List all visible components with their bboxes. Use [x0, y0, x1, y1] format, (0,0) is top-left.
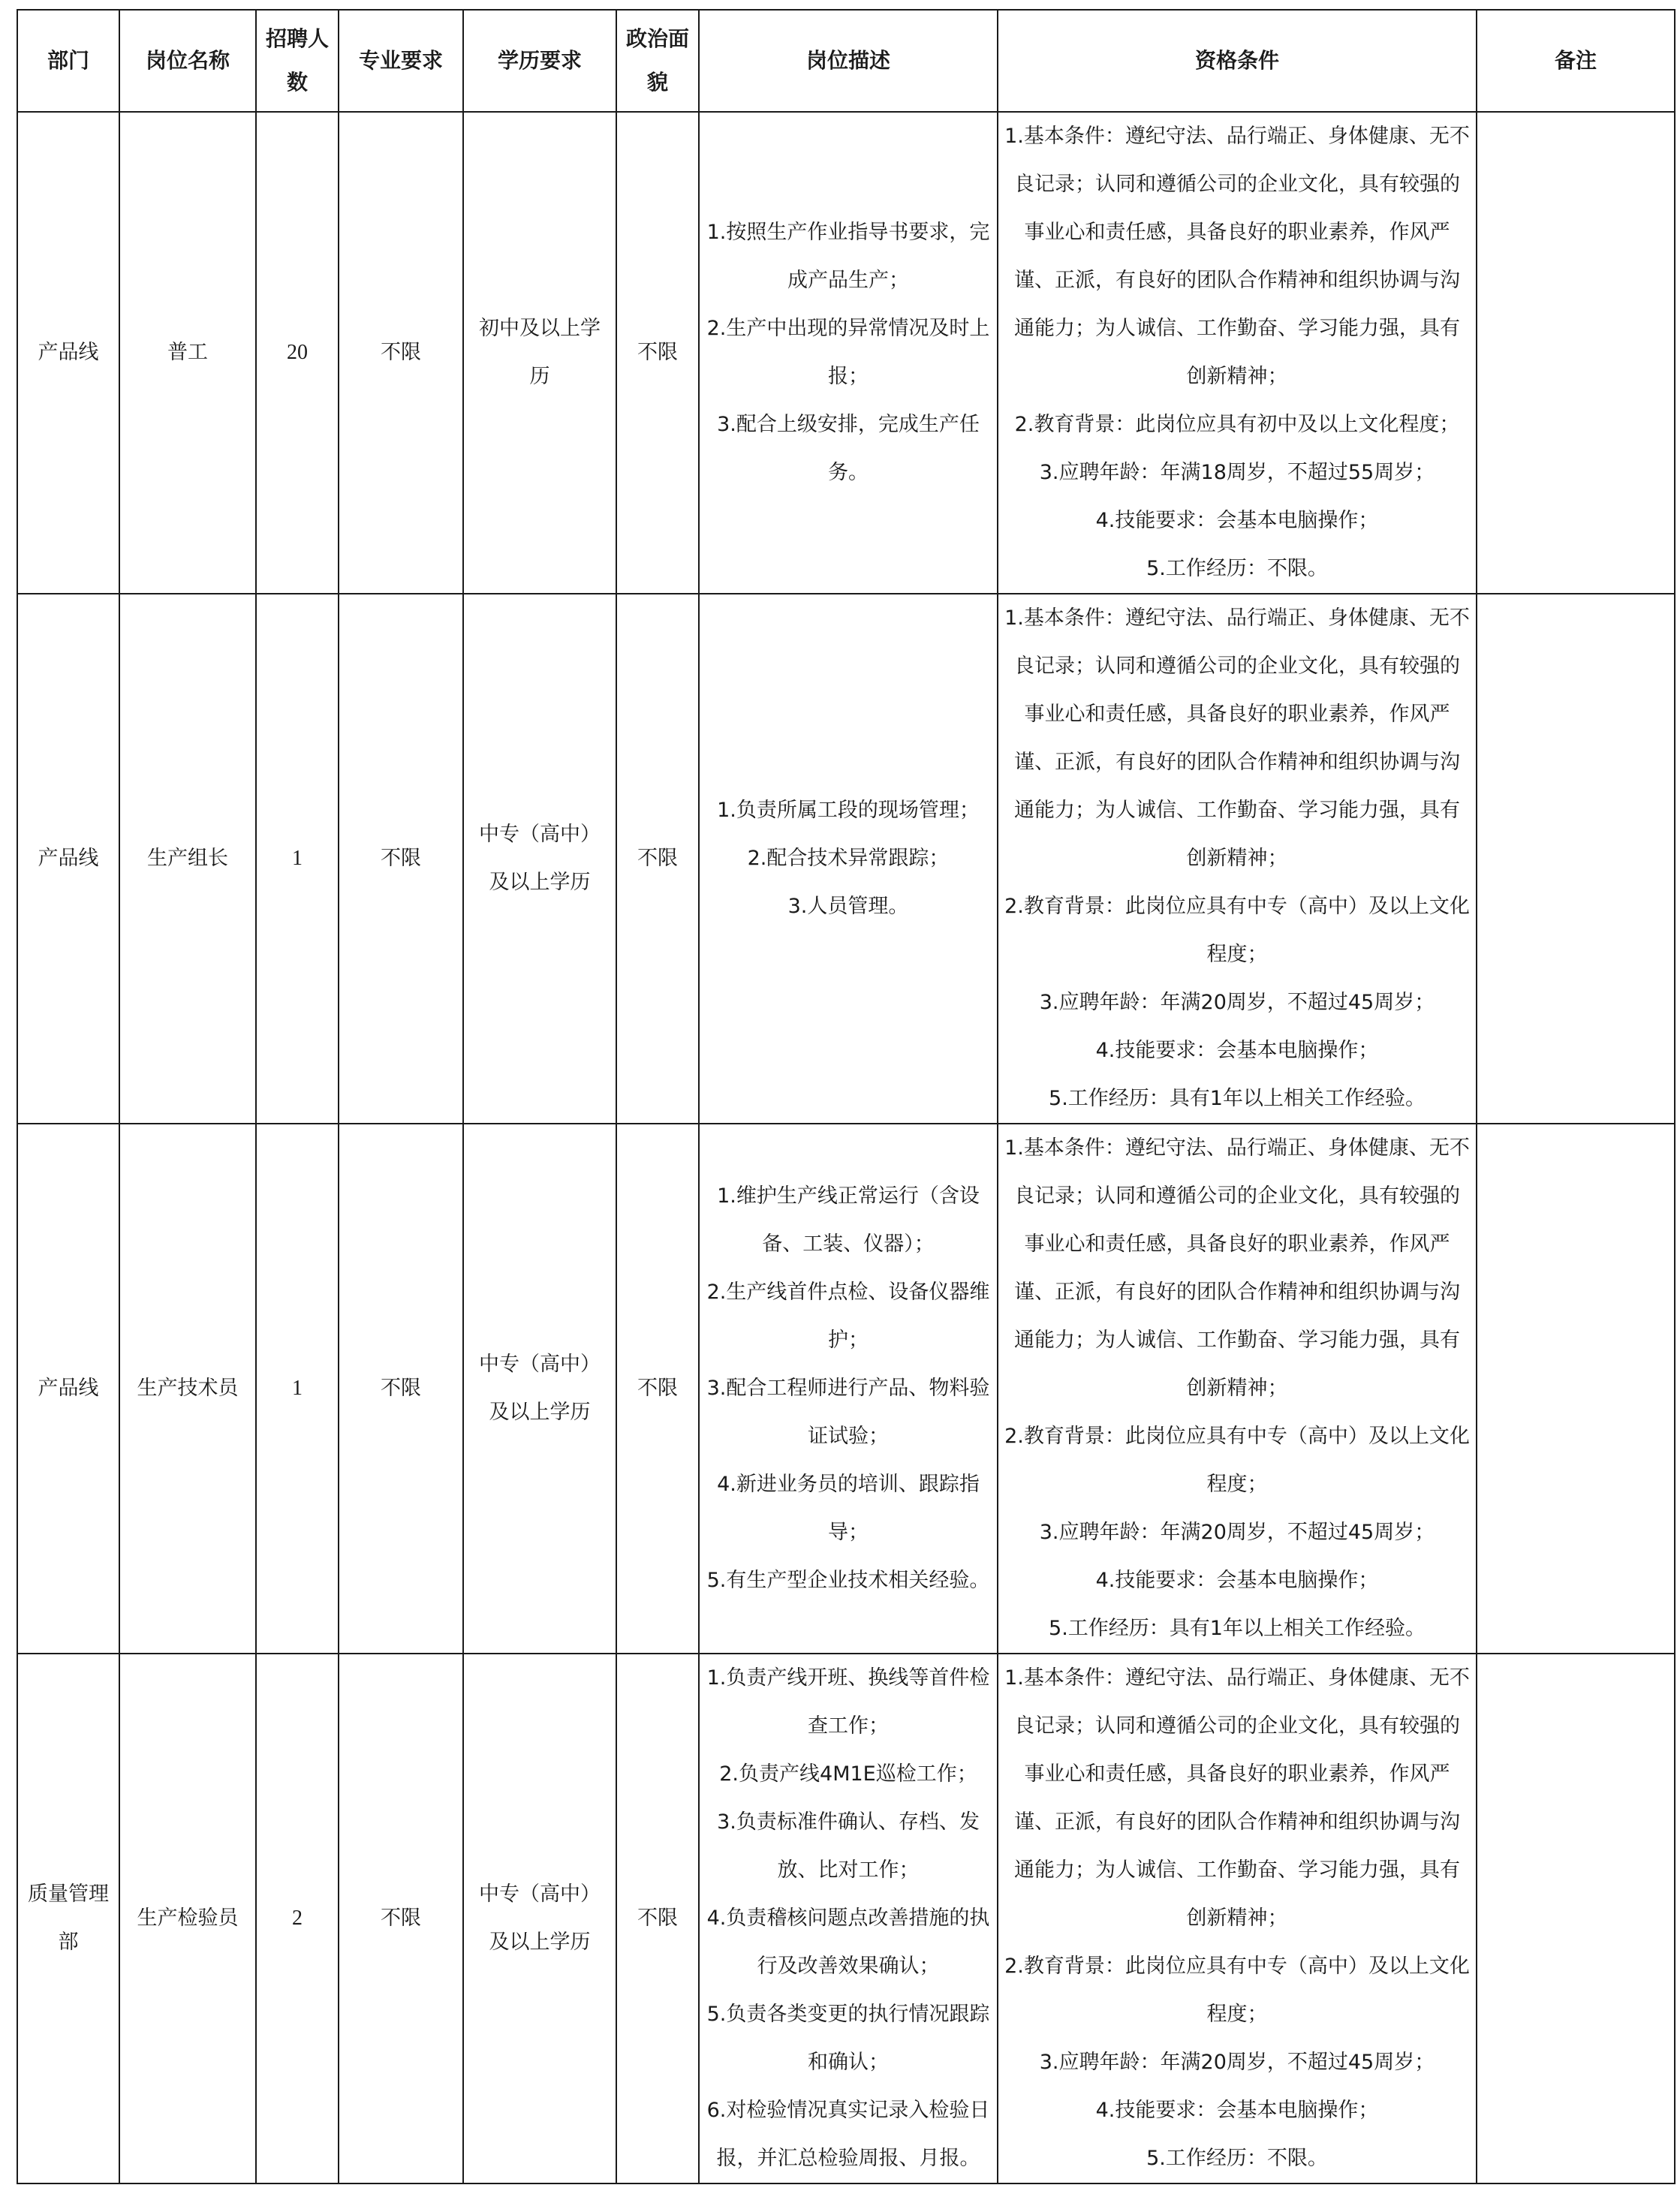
description-item: 2.负责产线4M1E巡检工作； — [719, 1762, 977, 1786]
cell-remarks — [1477, 1654, 1675, 2183]
header-education: 学历要求 — [463, 10, 616, 112]
table-row — [17, 112, 1675, 594]
qualification-item: 3.应聘年龄：年满18周岁，不超过55周岁； — [1039, 461, 1435, 484]
qualification-item: 4.技能要求：会基本电脑操作； — [1095, 1039, 1379, 1062]
qualification-item: 1.基本条件：遵纪守法、品行端正、身体健康、无不良记录；认同和遵循公司的企业文化，具有较强的事业心和责任感，具备良好的职业素养，作风严谨、正派，有良好的团队合作精神和组织协调与沟通能力；为人诚信、工作勤奋、学习能力强，具有创新精神； — [1004, 606, 1470, 870]
description-list — [706, 787, 991, 931]
qualification-item: 1.基本条件：遵纪守法、品行端正、身体健康、无不良记录；认同和遵循公司的企业文化，具有较强的事业心和责任感，具备良好的职业素养，作风严谨、正派，有良好的团队合作精神和组织协调与沟通能力；为人诚信、工作勤奋、学习能力强，具有创新精神； — [1004, 1136, 1470, 1400]
cell-political: 不限 — [616, 1124, 699, 1654]
description-item: 1.维护生产线正常运行（含设备、工装、仪器）； — [717, 1184, 980, 1256]
qualification-item: 2.教育背景：此岗位应具有初中及以上文化程度； — [1014, 413, 1460, 436]
qualifications-list — [1004, 594, 1470, 1123]
cell-count: 1 — [256, 594, 339, 1124]
cell-qualifications — [998, 1654, 1477, 2183]
description-item: 1.负责产线开班、换线等首件检查工作； — [706, 1666, 990, 1738]
header-position: 岗位名称 — [119, 10, 256, 112]
qualification-item: 3.应聘年龄：年满20周岁，不超过45周岁； — [1039, 991, 1435, 1014]
cell-remarks — [1477, 1124, 1675, 1654]
cell-major: 不限 — [339, 112, 463, 594]
description-item: 2.生产线首件点检、设备仪器维护； — [706, 1281, 990, 1352]
cell-education: 中专（高中）及以上学历 — [463, 1654, 616, 2183]
cell-qualifications — [998, 112, 1477, 594]
qualification-item: 5.工作经历：不限。 — [1146, 557, 1328, 580]
description-item: 3.配合上级安排，完成生产任务。 — [717, 413, 980, 484]
header-count: 招聘人数 — [256, 10, 339, 112]
header-political: 政治面貌 — [616, 10, 699, 112]
cell-remarks — [1477, 594, 1675, 1124]
description-item: 1.负责所属工段的现场管理； — [717, 799, 980, 822]
qualification-item: 5.工作经历：具有1年以上相关工作经验。 — [1049, 1087, 1426, 1110]
cell-description — [699, 1124, 998, 1654]
qualifications-list — [1004, 1654, 1470, 2183]
qualification-item: 2.教育背景：此岗位应具有中专（高中）及以上文化程度； — [1004, 1425, 1470, 1496]
header-major: 专业要求 — [339, 10, 463, 112]
cell-position: 生产组长 — [119, 594, 256, 1124]
table-row — [17, 594, 1675, 1124]
cell-political: 不限 — [616, 1654, 699, 2183]
cell-count: 2 — [256, 1654, 339, 2183]
qualification-item: 1.基本条件：遵纪守法、品行端正、身体健康、无不良记录；认同和遵循公司的企业文化，具有较强的事业心和责任感，具备良好的职业素养，作风严谨、正派，有良好的团队合作精神和组织协调与沟通能力；为人诚信、工作勤奋、学习能力强，具有创新精神； — [1004, 1666, 1470, 1930]
cell-political: 不限 — [616, 594, 699, 1124]
cell-count: 20 — [256, 112, 339, 594]
description-item: 1.按照生产作业指导书要求，完成产品生产； — [706, 221, 990, 292]
description-item: 3.配合工程师进行产品、物料验证试验； — [706, 1377, 990, 1448]
cell-education: 初中及以上学历 — [463, 112, 616, 594]
table-row — [17, 1654, 1675, 2183]
description-list — [706, 1172, 991, 1605]
cell-political: 不限 — [616, 112, 699, 594]
cell-description — [699, 112, 998, 594]
qualification-item: 3.应聘年龄：年满20周岁，不超过45周岁； — [1039, 2051, 1435, 2074]
qualification-item: 4.技能要求：会基本电脑操作； — [1095, 509, 1379, 532]
cell-position: 普工 — [119, 112, 256, 594]
header-qualifications: 资格条件 — [998, 10, 1477, 112]
description-item: 5.负责各类变更的执行情况跟踪和确认； — [706, 2003, 990, 2074]
qualification-item: 1.基本条件：遵纪守法、品行端正、身体健康、无不良记录；认同和遵循公司的企业文化，具有较强的事业心和责任感，具备良好的职业素养，作风严谨、正派，有良好的团队合作精神和组织协调与沟通能力；为人诚信、工作勤奋、学习能力强，具有创新精神； — [1004, 125, 1470, 388]
cell-dept: 质量管理部 — [17, 1654, 119, 2183]
cell-education: 中专（高中）及以上学历 — [463, 594, 616, 1124]
qualification-item: 5.工作经历：具有1年以上相关工作经验。 — [1049, 1617, 1426, 1640]
qualification-item: 2.教育背景：此岗位应具有中专（高中）及以上文化程度； — [1004, 1955, 1470, 2026]
qualifications-list — [1004, 113, 1470, 593]
qualification-item: 3.应聘年龄：年满20周岁，不超过45周岁； — [1039, 1521, 1435, 1544]
description-item: 6.对检验情况真实记录入检验日报，并汇总检验周报、月报。 — [706, 2099, 990, 2170]
description-list — [706, 209, 991, 497]
description-item: 2.生产中出现的异常情况及时上报； — [706, 317, 990, 388]
qualification-item: 5.工作经历：不限。 — [1146, 2147, 1328, 2170]
cell-major: 不限 — [339, 1124, 463, 1654]
cell-description — [699, 594, 998, 1124]
cell-remarks — [1477, 112, 1675, 594]
qualification-item: 4.技能要求：会基本电脑操作； — [1095, 2099, 1379, 2122]
header-dept: 部门 — [17, 10, 119, 112]
cell-dept: 产品线 — [17, 1124, 119, 1654]
header-remarks: 备注 — [1477, 10, 1675, 112]
description-item: 4.负责稽核问题点改善措施的执行及改善效果确认； — [706, 1907, 990, 1978]
description-list — [706, 1654, 991, 2183]
description-item: 3.负责标准件确认、存档、发放、比对工作； — [717, 1810, 980, 1882]
cell-major: 不限 — [339, 1654, 463, 2183]
cell-position: 生产技术员 — [119, 1124, 256, 1654]
header-description: 岗位描述 — [699, 10, 998, 112]
description-item: 5.有生产型企业技术相关经验。 — [706, 1569, 990, 1592]
header-row — [17, 10, 1675, 112]
cell-count: 1 — [256, 1124, 339, 1654]
cell-position: 生产检验员 — [119, 1654, 256, 2183]
qualifications-list — [1004, 1124, 1470, 1653]
qualification-item: 2.教育背景：此岗位应具有中专（高中）及以上文化程度； — [1004, 895, 1470, 966]
cell-description — [699, 1654, 998, 2183]
cell-major: 不限 — [339, 594, 463, 1124]
description-item: 2.配合技术异常跟踪； — [747, 847, 950, 870]
cell-education: 中专（高中）及以上学历 — [463, 1124, 616, 1654]
cell-dept: 产品线 — [17, 594, 119, 1124]
cell-qualifications — [998, 1124, 1477, 1654]
recruitment-table — [17, 9, 1675, 2184]
table-row — [17, 1124, 1675, 1654]
description-item: 3.人员管理。 — [787, 895, 909, 918]
description-item: 4.新进业务员的培训、跟踪指导； — [717, 1473, 980, 1544]
cell-qualifications — [998, 594, 1477, 1124]
qualification-item: 4.技能要求：会基本电脑操作； — [1095, 1569, 1379, 1592]
cell-dept: 产品线 — [17, 112, 119, 594]
